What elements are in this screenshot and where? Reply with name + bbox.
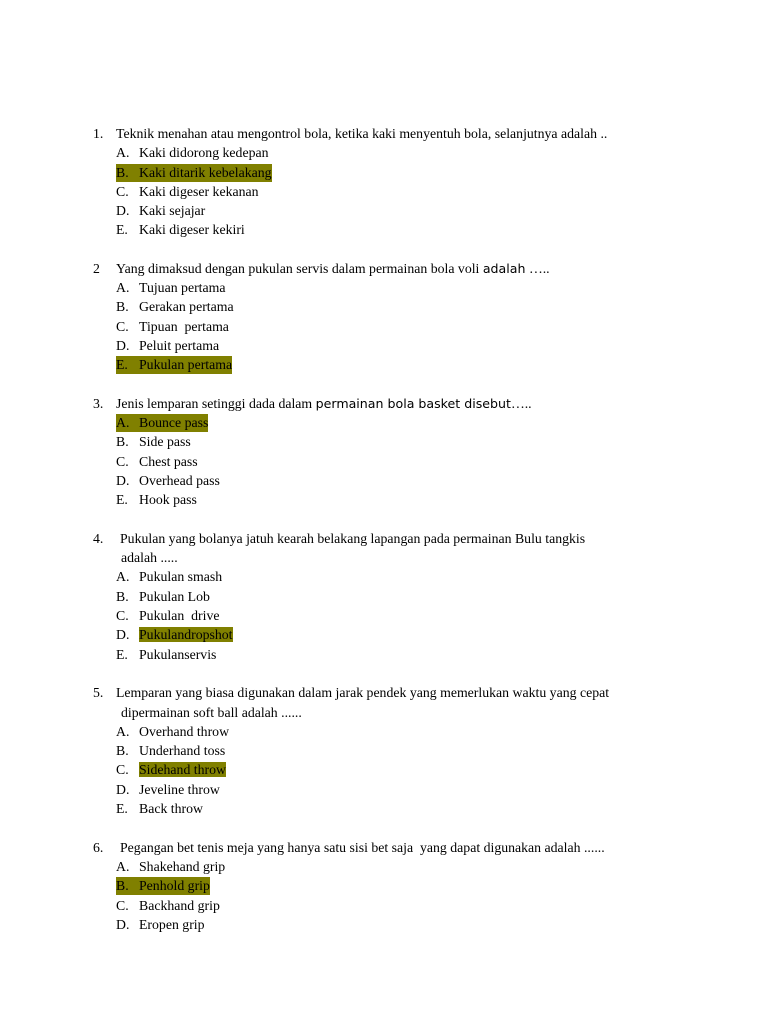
question-5-number: 5.: [93, 685, 104, 700]
question-2-option-e: E. Pukulan pertama: [116, 357, 233, 372]
question-1-number: 1.: [93, 126, 104, 141]
question-4-text: Pukulan yang bolanya jatuh kearah belakang lapangan pada permainan Bulu tangkis: [120, 531, 586, 546]
question-3-option-a: A. Bounce pass: [116, 415, 209, 430]
question-3-option-e: E. Hook pass: [116, 492, 197, 507]
question-6-text: Pegangan bet tenis meja yang hanya satu sisi bet saja yang dapat digunakan adalah ......: [120, 840, 605, 855]
question-1-option-a: A. Kaki didorong kedepan: [116, 145, 269, 160]
question-4-option-b: B. Pukulan Lob: [116, 589, 210, 604]
question-2-text: Yang dimaksud dengan pukulan servis dalam permainan bola voli adalah …..: [116, 261, 550, 276]
question-1-option-c: C. Kaki digeser kekanan: [116, 184, 259, 199]
question-2-option-d: D. Peluit pertama: [116, 338, 220, 353]
question-5-option-a: A. Overhand throw: [116, 724, 230, 739]
question-1-option-e: E. Kaki digeser kekiri: [116, 222, 245, 237]
question-6-option-a: A. Shakehand grip: [116, 859, 226, 874]
question-6-option-c: C. Backhand grip: [116, 898, 220, 913]
question-4-option-a: A. Pukulan smash: [116, 569, 223, 584]
question-6-option-d: D. Eropen grip: [116, 917, 205, 932]
question-2-option-b: B. Gerakan pertama: [116, 299, 234, 314]
question-5-option-d: D. Jeveline throw: [116, 782, 220, 797]
question-6-number: 6.: [93, 840, 104, 855]
question-5-option-e: E. Back throw: [116, 801, 203, 816]
question-3-option-b: B. Side pass: [116, 434, 191, 449]
question-5-text: Lemparan yang biasa digunakan dalam jarak pendek yang memerlukan waktu yang cepat: [116, 685, 610, 700]
question-1-option-b: B. Kaki ditarik kebelakang: [116, 165, 272, 180]
question-2-option-a: A. Tujuan pertama: [116, 280, 226, 295]
question-1-option-d: D. Kaki sejajar: [116, 203, 206, 218]
question-5-option-c: C. Sidehand throw: [116, 762, 226, 777]
question-3-number: 3.: [93, 396, 104, 411]
question-3-option-c: C. Chest pass: [116, 454, 198, 469]
question-3-text: Jenis lemparan setinggi dada dalam permainan bola basket disebut…..: [116, 396, 532, 411]
question-4-text-continued: adalah .....: [121, 550, 178, 565]
question-5-text-continued: dipermainan soft ball adalah ......: [121, 705, 302, 720]
question-3-option-d: D. Overhead pass: [116, 473, 220, 488]
question-4-option-e: E. Pukulanservis: [116, 647, 217, 662]
question-5-option-b: B. Underhand toss: [116, 743, 226, 758]
question-4-option-c: C. Pukulan drive: [116, 608, 220, 623]
question-4-number: 4.: [93, 531, 104, 546]
question-2-option-c: C. Tipuan pertama: [116, 319, 229, 334]
question-6-option-b: B. Penhold grip: [116, 878, 210, 893]
question-4-option-d: D. Pukulandropshot: [116, 627, 233, 642]
question-2-number: 2: [93, 261, 100, 276]
question-1-text: Teknik menahan atau mengontrol bola, ketika kaki menyentuh bola, selanjutnya adalah ..: [116, 126, 608, 141]
